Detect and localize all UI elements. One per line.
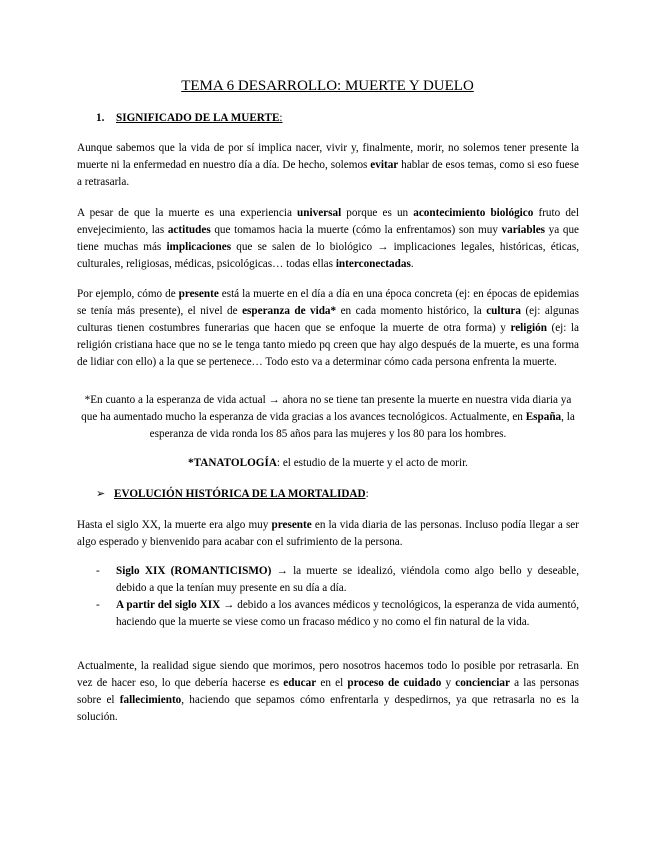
list-dash: - — [96, 599, 100, 611]
text-run: Hasta el siglo XX, la muerte era algo muy — [77, 519, 272, 531]
text-run: en el — [316, 677, 348, 689]
text-run: . — [410, 258, 414, 270]
text-run: porque es un — [341, 207, 414, 219]
section-heading-evolucion — [96, 486, 369, 503]
text-run: : el estudio de la muerte y el acto de morir. — [276, 457, 468, 469]
bold-run: presente — [178, 288, 219, 300]
section-heading-significado — [96, 110, 283, 127]
text-run: , la esperanza de vida ronda los 85 años para las mujeres y los 80 para los hombres. — [149, 411, 575, 440]
text-run: que tomamos hacia la muerte (cómo la enfrentamos) son muy — [210, 224, 502, 236]
page-title: TEMA 6 DESARROLLO: MUERTE Y DUELO — [181, 78, 474, 94]
text-run: ya que tiene muchas más — [77, 224, 579, 253]
text-run: A pesar de que la muerte es una experiencia — [77, 207, 298, 219]
list-item — [96, 597, 579, 631]
text-run: en la vida diaria de las personas. Incluso podía llegar a ser algo esperado y bienvenido para acabar con el sufrimiento de la persona. — [77, 519, 580, 548]
bold-run: evitar — [370, 159, 399, 171]
bold-run: actitudes — [167, 224, 211, 236]
paragraph-ejemplo — [77, 286, 579, 371]
section-heading-text: SIGNIFICADO DE LA MUERTE — [116, 112, 280, 124]
text-run: que se salen de lo biológico → implicaciones legales, históricas, éticas, culturales, religiosas, médicas, psicológicas… todas ellas — [77, 241, 580, 270]
bold-run: cultura — [486, 305, 521, 317]
bold-run: educar — [283, 677, 317, 689]
bold-run: interconectadas — [335, 258, 411, 270]
paragraph-note-esperanza — [77, 392, 579, 443]
bold-run: fallecimiento — [119, 694, 182, 706]
tanatologia-definition — [77, 455, 579, 472]
text-run: (ej: la religión cristiana hace que no se le tenga tanto miedo pq creen que hay algo después de la muerte, es una forma de lidiar con ello) a la que se pertenece… Todo esto va a determinar cómo cada persona enfrenta la muerte. — [77, 322, 579, 368]
text-run: y — [441, 677, 456, 689]
text-run: Por ejemplo, cómo de — [77, 288, 179, 300]
paragraph-actualmente — [77, 658, 579, 726]
bold-run: concienciar — [455, 677, 510, 689]
bold-run: Siglo XIX (ROMANTICISMO) — [116, 565, 272, 577]
text-run: Aunque sabemos que la vida de por sí implica nacer, vivir y, finalmente, morir, no solemos tener presente la muerte ni la enfermedad en nuestro día a día. De hecho, solemos — [77, 142, 579, 171]
bold-run: acontecimiento biológico — [413, 207, 534, 219]
text-run: hablar de esos temas, como si eso fuese a retrasarla. — [77, 159, 579, 188]
text-run: fruto del envejecimiento, las — [77, 207, 580, 236]
text-run: en cada momento histórico, la — [336, 305, 487, 317]
section-heading-colon: : — [365, 488, 369, 500]
bold-run: variables — [501, 224, 546, 236]
section-heading-colon: : — [279, 112, 283, 124]
bold-run: *TANATOLOGÍA — [188, 457, 277, 469]
paragraph-intro — [77, 140, 579, 191]
text-run: , haciendo que sepamos cómo enfrentarla y despedirnos, ya que retrasarla no es la solución. — [77, 694, 579, 723]
arrow-bullet-icon: ➢ — [96, 488, 106, 500]
bold-run: A partir del siglo XIX — [116, 599, 221, 611]
text-run: Actualmente, la realidad sigue siendo que morimos, pero nosotros hacemos todo lo posible por retrasarla. En vez de hacer eso, lo que debería hacerse es — [77, 660, 579, 689]
bold-run: proceso de cuidado — [347, 677, 442, 689]
bold-run: religión — [510, 322, 547, 334]
list-dash: - — [96, 565, 100, 577]
bold-run: España — [525, 411, 562, 423]
text-run: está la muerte en el día a día en una época concreta (ej: en épocas de epidemias se tenía más presente), el nivel de — [77, 288, 579, 317]
text-run: a las personas sobre el — [77, 677, 580, 706]
list-item — [96, 563, 579, 597]
bold-run: esperanza de vida* — [242, 305, 337, 317]
text-run: (ej: algunas culturas tienen costumbres funerarias que hacen que se enfoque la muerte de otra forma) y — [77, 305, 579, 334]
bold-run: implicaciones — [166, 241, 232, 253]
history-list — [96, 563, 579, 631]
section-number: 1. — [96, 112, 105, 124]
text-run: *En cuanto a la esperanza de vida actual → ahora no se tiene tan presente la muerte en nuestra vida diaria ya que ha aumentado mucho la esperanza de vida gracias a los avances tecnológicos. Actualmente, en — [81, 394, 572, 423]
section-heading-text: EVOLUCIÓN HISTÓRICA DE LA MORTALIDAD — [114, 488, 366, 500]
bold-run: universal — [297, 207, 342, 219]
text-run: → debido a los avances médicos y tecnológicos, la esperanza de vida aumentó, haciendo que la muerte se viese como un fracaso médico y no como el fin natural de la vida. — [116, 599, 579, 628]
paragraph-universal — [77, 205, 579, 273]
bold-run: presente — [271, 519, 312, 531]
text-run: → la muerte se idealizó, viéndola como algo bello y deseable, debido a que la tenían muy presente en su día a día. — [116, 565, 579, 594]
paragraph-siglo-xx — [77, 517, 579, 551]
